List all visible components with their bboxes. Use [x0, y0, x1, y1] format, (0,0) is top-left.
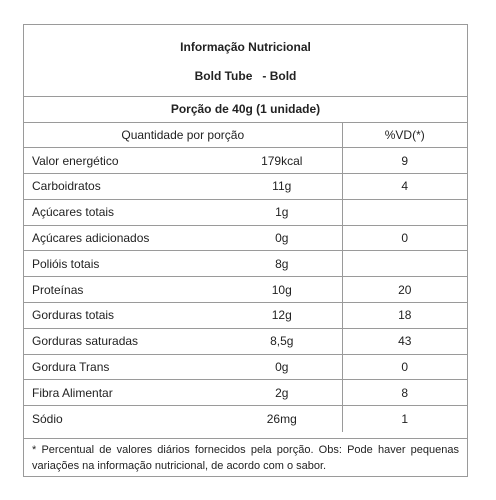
- nutrient-vd: 0: [342, 225, 467, 251]
- nutrient-name: Proteínas: [24, 277, 222, 303]
- nutrient-amount: 10g: [222, 277, 342, 303]
- nutrient-vd: 0: [342, 354, 467, 380]
- table-row: [24, 380, 467, 406]
- nutrient-name: Polióis totais: [24, 251, 222, 277]
- nutrition-table: [24, 122, 467, 432]
- footnote: * Percentual de valores diários fornecidos pela porção. Obs: Pode haver pequenas variações na informação nutricional, de acordo com o sabor.: [24, 438, 467, 478]
- table-row: [24, 148, 467, 174]
- nutrient-name: Valor energético: [24, 148, 222, 174]
- table-row: [24, 251, 467, 277]
- nutrient-name: Açúcares totais: [24, 199, 222, 225]
- nutrient-amount: 0g: [222, 225, 342, 251]
- table-row: [24, 328, 467, 354]
- table-row: [24, 277, 467, 303]
- nutrient-name: Gordura Trans: [24, 354, 222, 380]
- nutrient-name: Sódio: [24, 406, 222, 432]
- nutrition-title: Informação Nutricional: [180, 40, 311, 54]
- nutrient-amount: 11g: [222, 174, 342, 200]
- nutrient-name: Gorduras totais: [24, 303, 222, 329]
- table-row: [24, 174, 467, 200]
- nutrient-amount: 8g: [222, 251, 342, 277]
- table-row: [24, 199, 467, 225]
- nutrient-vd: [342, 251, 467, 277]
- nutrient-vd: 9: [342, 148, 467, 174]
- nutrient-amount: 12g: [222, 303, 342, 329]
- quantity-header: Quantidade por porção: [24, 122, 342, 148]
- portion-size: Porção de 40g (1 unidade): [24, 96, 467, 123]
- nutrient-name: Gorduras saturadas: [24, 328, 222, 354]
- table-row: [24, 303, 467, 329]
- nutrient-amount: 26mg: [222, 406, 342, 432]
- nutrient-vd: [342, 199, 467, 225]
- nutrient-vd: 8: [342, 380, 467, 406]
- nutrient-vd: 1: [342, 406, 467, 432]
- nutrient-amount: 2g: [222, 380, 342, 406]
- vd-header: %VD(*): [384, 127, 425, 142]
- nutrient-amount: 1g: [222, 199, 342, 225]
- table-row: [24, 225, 467, 251]
- nutrient-vd: 20: [342, 277, 467, 303]
- nutrient-name: Açúcares adicionados: [24, 225, 222, 251]
- nutrient-vd: 4: [342, 174, 467, 200]
- nutrient-name: Carboidratos: [24, 174, 222, 200]
- nutrient-vd: 43: [342, 328, 467, 354]
- nutrient-amount: 179kcal: [222, 148, 342, 174]
- nutrient-vd: 18: [342, 303, 467, 329]
- table-header-row: [24, 122, 467, 148]
- nutrient-name: Fibra Alimentar: [24, 380, 222, 406]
- product-name: Bold Tube - Bold: [194, 69, 297, 83]
- nutrient-amount: 0g: [222, 354, 342, 380]
- table-row: [24, 406, 467, 432]
- nutrition-facts-panel: [23, 24, 468, 477]
- table-row: [24, 354, 467, 380]
- nutrient-amount: 8,5g: [222, 328, 342, 354]
